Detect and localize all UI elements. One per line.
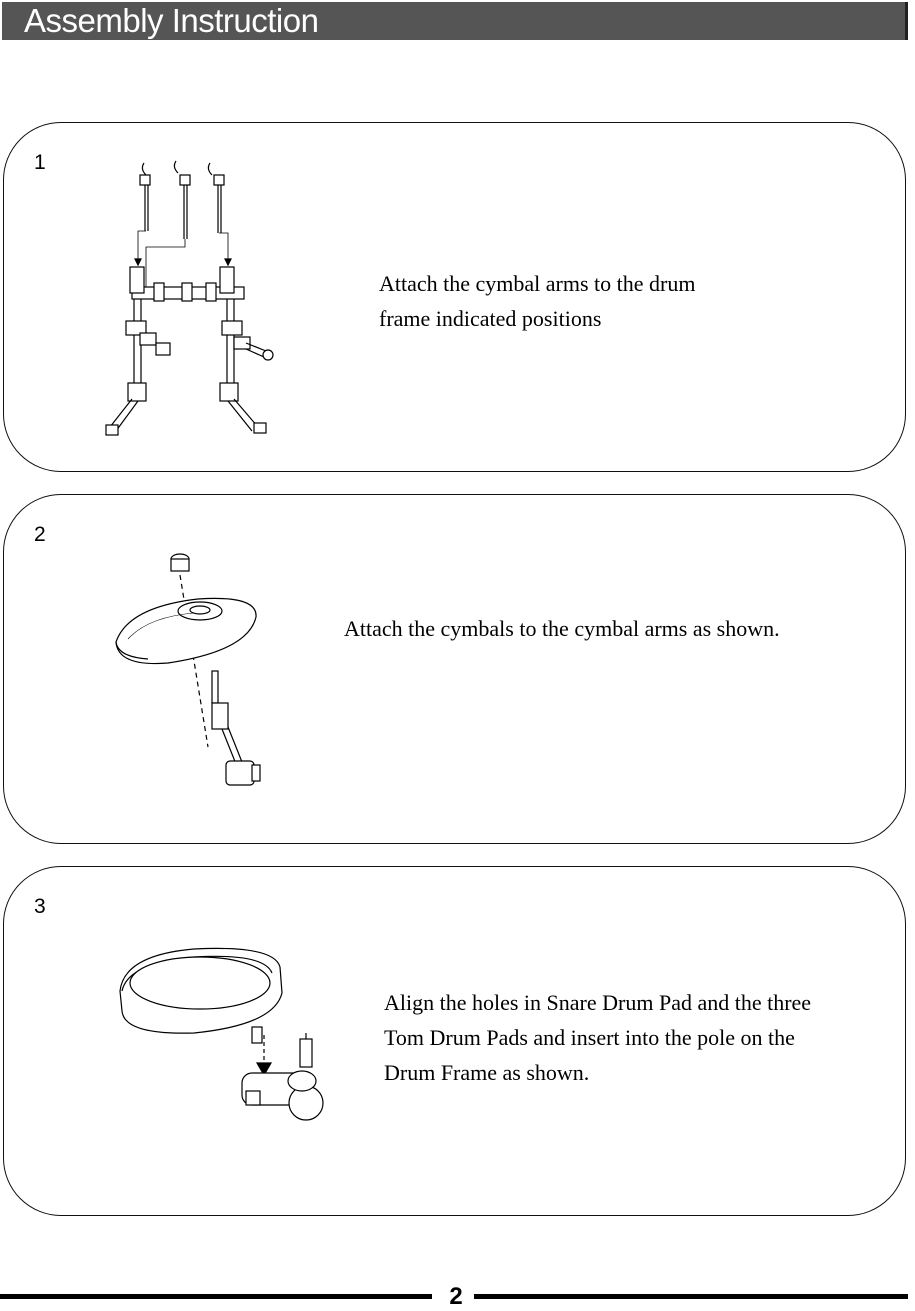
footer-rule-right bbox=[474, 1294, 908, 1299]
page-header bbox=[2, 2, 908, 40]
step-instruction bbox=[344, 611, 780, 646]
instruction-line: Drum Frame as shown. bbox=[384, 1060, 590, 1085]
snare-tom-pad-mount-illustration bbox=[114, 941, 334, 1131]
step-number: 2 bbox=[34, 523, 46, 546]
page-title: Assembly Instruction bbox=[24, 2, 319, 39]
instruction-line: Tom Drum Pads and insert into the pole on the bbox=[384, 1025, 795, 1050]
step-1-panel bbox=[3, 122, 906, 472]
instruction-line: Align the holes in Snare Drum Pad and the three bbox=[384, 990, 812, 1015]
step-instruction bbox=[379, 266, 695, 336]
instruction-line: Attach the cymbal arms to the drum bbox=[379, 271, 696, 296]
instruction-line: Attach the cymbals to the cymbal arms as shown. bbox=[344, 616, 780, 641]
drum-frame-cymbal-arms-illustration bbox=[96, 151, 286, 441]
step-number: 3 bbox=[34, 895, 46, 918]
step-3-panel bbox=[3, 866, 906, 1216]
step-2-panel bbox=[3, 494, 906, 844]
page-number: 2 bbox=[449, 1283, 463, 1310]
step-number: 1 bbox=[34, 151, 46, 174]
footer-rule-left bbox=[0, 1294, 432, 1299]
cymbal-mount-illustration bbox=[108, 547, 288, 797]
step-instruction bbox=[384, 985, 811, 1090]
instruction-line: frame indicated positions bbox=[379, 306, 602, 331]
